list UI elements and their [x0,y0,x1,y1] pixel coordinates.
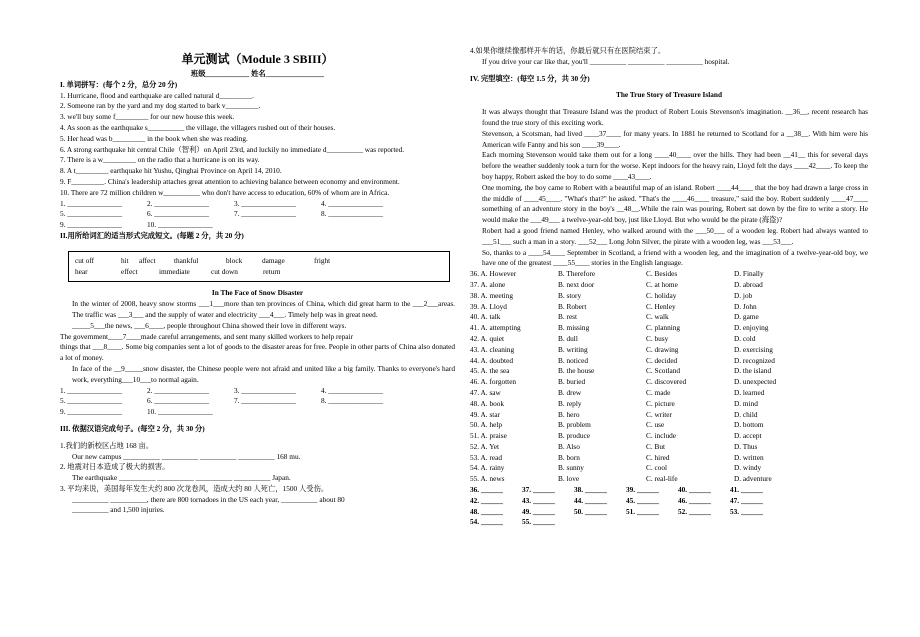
option-row [470,463,868,474]
answer-blank-row [60,220,455,231]
story-paragraph: The government____7____made careful arrangements, and sent many skilled workers to help repair [60,331,353,341]
option-row [470,356,868,367]
option[interactable]: C. drawing [646,344,679,354]
answer-blank[interactable]: 39. ______ [626,485,659,495]
option[interactable]: 50. A. help [470,420,503,430]
option[interactable]: 44. A. doubted [470,355,513,365]
answer-blank[interactable]: 43. ______ [522,495,555,505]
section-1-heading: I. 单词拼写：(每个 2 分，总分 20 分) [60,79,178,89]
option[interactable]: 45. A. the sea [470,366,510,376]
answer-blank[interactable]: 6. _______________ [147,209,210,219]
answer-blank[interactable]: 10. _______________ [147,220,213,230]
answer-blank[interactable]: 2. _______________ [147,385,210,395]
story-paragraph: things that ___8____. Some big companies sent a lot of goods to the disaster areas for free. People in other parts of China also donated a lot of money. [60,342,455,363]
option[interactable]: 49. A. star [470,409,500,419]
translation-answer[interactable]: __________ __________, there are 800 tornadoes in the US each year, __________ about 80 [72,494,345,504]
answer-blank-row [60,407,455,418]
answer-blank[interactable]: 2. _______________ [147,198,210,208]
translation-answer[interactable]: If you drive your car like that, you'll __________ __________ __________ hospital. [482,56,730,66]
section-2-heading: II.用所给词汇的适当形式完成短文。(每题 2 分，共 20 分) [60,230,244,240]
option[interactable]: B. writing [558,344,588,354]
answer-blank-row [60,396,455,407]
translation-prompt: 2. 地震对日本造成了极大的损害。 [60,462,170,472]
word: damage [262,255,285,265]
answer-blank[interactable]: 54. ______ [470,517,503,527]
answer-blank[interactable]: 41. ______ [730,485,763,495]
option[interactable]: C. But [646,441,666,451]
option[interactable]: D. unexpected [734,377,777,387]
word: hit [121,255,129,265]
option[interactable]: B. Therefore [558,269,596,279]
option-row [470,345,868,356]
question-item: 1. Hurricane, flood and earthquake are called natural d_________. [60,90,254,100]
option[interactable]: D. recognized [734,355,775,365]
option[interactable]: D. enjoying [734,323,769,333]
option[interactable]: 41. A. attempting [470,323,521,333]
word-box [68,251,450,283]
option[interactable]: B. missing [558,323,590,333]
option[interactable]: 39. A. Lloyd [470,301,507,311]
option[interactable]: D. mind [734,398,758,408]
question-item: 2. Someone ran by the yard and my dog started to bark v_________. [60,101,261,111]
answer-blank[interactable]: 3. _______________ [234,198,297,208]
answer-blank[interactable]: 38. ______ [574,485,607,495]
question-item: 3. we'll buy some f_________ for our new house this week. [60,112,235,122]
class-name-line: 班级____________ 姓名________________ [190,69,325,78]
option[interactable]: B. Also [558,441,580,451]
option-row [470,431,868,442]
answer-blank[interactable]: 9. _______________ [60,407,123,417]
answer-blank[interactable]: 5. _______________ [60,396,123,406]
answer-row [470,485,868,496]
option[interactable]: B. rest [558,312,578,322]
option[interactable]: 52. A. Yet [470,441,499,451]
options-list [470,269,868,485]
option-row [470,410,868,421]
option[interactable]: D. child [734,409,758,419]
option[interactable]: C. cool [646,463,668,473]
option-row [470,399,868,410]
translation-answer[interactable]: Our new campus __________ __________ __________ __________ 168 mu. [72,451,301,461]
option[interactable]: D. learned [734,387,765,397]
option[interactable]: B. Robert [558,301,587,311]
left-column [60,0,455,516]
answer-blank[interactable]: 44. ______ [574,495,607,505]
option-row [470,291,868,302]
answer-blank[interactable]: 6. _______________ [147,396,210,406]
option-row [470,377,868,388]
option[interactable]: D. adventure [734,474,772,484]
story-paragraph: In the winter of 2008, heavy snow storms ___1___more than ten provinces of China, which did great harm to the ___2___areas. The traffic was ___3___ and the supply of water and electricity ___4___. Timely help was in great need. [72,299,455,319]
option-row [470,366,868,377]
option[interactable]: C. hired [646,452,670,462]
answer-blank[interactable]: 4. _______________ [321,385,384,395]
story-paragraph: So, thanks to a ____54____ September in Scotland, a friend with a wooden leg, and the imagination of a twelve-year-old boy, we have one of the greatest ____55____ stories in the English language. [482,247,868,268]
option[interactable]: D. exercising [734,344,773,354]
option-row [470,420,868,431]
answer-blank[interactable]: 1. _______________ [60,385,123,395]
option[interactable]: B. drew [558,387,582,397]
option[interactable]: B. love [558,474,580,484]
translation-answer[interactable]: __________ and 1,500 injuries. [72,505,165,515]
answer-blank[interactable]: 47. ______ [730,495,763,505]
option-row [470,442,868,453]
answer-blank[interactable]: 3. _______________ [234,385,297,395]
option[interactable]: B. produce [558,431,591,441]
answer-blank[interactable]: 46. ______ [678,495,711,505]
answer-blank[interactable]: 36. ______ [470,485,503,495]
answer-blank-row [60,209,455,220]
option[interactable]: B. problem [558,420,591,430]
word: effect [121,266,138,276]
option[interactable]: C. picture [646,398,675,408]
option-row [470,280,868,291]
option[interactable]: 54. A. rainy [470,463,505,473]
option[interactable]: C. walk [646,312,669,322]
story-title: The True Story of Treasure Island [615,90,723,100]
translation-answer[interactable]: The earthquake __________ __________ __________ __________ Japan. [72,473,291,483]
story-paragraph: In face of the __9_____snow disaster, the Chinese people were not afraid and united like a big family. Thanks to everyone's hard work, everything___10___to normal again. [72,363,455,384]
option[interactable]: D. written [734,452,764,462]
option[interactable]: C. real-life [646,474,678,484]
option[interactable]: D. abroad [734,279,763,289]
answer-blank[interactable]: 48. ______ [470,506,503,516]
translation-prompt: 1.我们的新校区占地 168 亩。 [60,440,154,450]
option[interactable]: D. bottom [734,420,764,430]
option-row [470,388,868,399]
answer-blank[interactable]: 40. ______ [678,485,711,495]
option-row [470,323,868,334]
option[interactable]: 47. A. saw [470,387,501,397]
section-4-heading: IV. 完型填空：(每空 1.5 分，共 30 分) [470,73,590,83]
option[interactable]: C. use [646,420,665,430]
option[interactable]: C. Scotland [646,366,681,376]
story-paragraph: It was always thought that Treasure Island was the product of Robert Louis Stevenson's imagination. __36__, recent research has found the true story of this exciting work. [482,107,868,127]
option[interactable]: D. windy [734,463,762,473]
option[interactable]: B. the house [558,366,595,376]
question-item: 5. Her head was b_________ in the book when she was reading. [60,133,248,143]
word: thankful [174,255,199,265]
word: cut down [211,266,238,276]
option[interactable]: B. dull [558,333,578,343]
right-column [470,0,868,528]
answer-blank[interactable]: 52. ______ [678,506,711,516]
answer-blank[interactable]: 55. ______ [522,517,555,527]
option[interactable]: 55. A. news [470,474,505,484]
option[interactable]: D. Thus [734,441,758,451]
answer-row [470,496,868,507]
option[interactable]: B. noticed [558,355,588,365]
option[interactable]: 42. A. quiet [470,333,505,343]
option[interactable]: C. made [646,387,671,397]
translation-prompt: 3. 平均来说，美国每年发生大约 800 次龙卷风，造成大约 80 人死亡，1500 人受伤。 [60,483,329,493]
option[interactable]: C. planning [646,323,681,333]
option[interactable]: C. writer [646,409,672,419]
option[interactable]: C. at home [646,279,678,289]
option-row [470,453,868,464]
word: fright [314,255,331,265]
option[interactable]: B. hero [558,409,580,419]
option[interactable]: 46. A. forgotten [470,377,517,387]
option[interactable]: D. Finally [734,269,764,279]
question-item: 7. There is a w_________ on the radio that a hurricane is on its way. [60,155,260,165]
answer-blank-row [60,199,455,210]
answer-blank[interactable]: 8. _______________ [321,209,384,219]
word: affect [139,255,156,265]
answer-blank[interactable]: 37. ______ [522,485,555,495]
option[interactable]: D. job [734,290,753,300]
answer-row [470,517,868,528]
option-row [470,334,868,345]
translation-prompt: 4.如果你继续像那样开车的话，你最后就只有在医院结束了。 [470,46,666,55]
option[interactable]: C. discovered [646,377,687,387]
answer-blank[interactable]: 8. _______________ [321,396,384,406]
answer-blank[interactable]: 45. ______ [626,495,659,505]
question-item: 6. A strong earthquake hit central Chile（智利）on April 23rd, and luckily no immediate d__________ was reported. [60,144,405,154]
story-paragraph: Stevenson, a Scotsman, had lived ____37____ for many years. In 1881 he returned to Scotland for a __38__. With him were his American wife Fanny and his son ____39____. [482,128,868,149]
option-row [470,302,868,313]
answer-blank[interactable]: 51. ______ [626,506,659,516]
word-row [75,256,443,267]
story-title: In The Face of Snow Disaster [211,288,304,298]
answer-blank-row [60,386,455,397]
answer-blank[interactable]: 7. _______________ [234,209,297,219]
question-item: 9. F_________. China's leadership attaches great attention to achieving balance between economy and environment. [60,176,400,186]
option[interactable]: 48. A. book [470,398,505,408]
word: return [263,266,281,276]
section-1-items [60,91,455,199]
story-paragraph: Each morning Stevenson would take them out for a long ____40____ over the hills. They had been __41__ this for several days before the weather suddenly took a turn for the worse. Kept indoors for the heavy rain, Lloyd felt the days ____42____. To keep the boy happy, Robert asked the boy to do some ____43____. [482,150,868,181]
question-item: 8. A t_________ earthquake hit Yushu, Qinghai Province on April 14, 2010. [60,166,282,176]
answer-blank[interactable]: 7. _______________ [234,396,297,406]
option[interactable]: C. holiday [646,290,677,300]
word-row [75,267,443,278]
option[interactable]: D. game [734,312,759,322]
story-paragraph: One morning, the boy came to Robert with a beautiful map of an island. Robert ____44____ that the boy had drawn a large cross in the middle of ____45____. "What's that?" he asked. "That's the ____46____ treasure," said the boy. Robert suddenly ____47____ something of an adventure story in the boy's __48__.While the rain was pouring, Robert sat down by the fire to write a story. He would make the ___49___ a twelve-year-old boy, just like Lloyd. But who would be the pirate (海盗)? [482,182,868,225]
option[interactable]: C. Henley [646,301,676,311]
page-title: 单元测试（Module 3 SBIII） [181,52,334,66]
word: hear [75,266,88,276]
story-paragraph: Robert had a good friend named Henley, who walked around with the ___50___ of a wooden leg. Robert had always wanted to ___51___ such a man in a story. ___52___ Long John Silver, the pirate with a wooden leg, was ___53___. [482,225,868,246]
option[interactable]: 38. A. meeting [470,290,513,300]
question-item: 4. As soon as the earthquake s__________ the village, the villagers rushed out of their houses. [60,122,336,132]
option[interactable]: C. include [646,431,676,441]
option[interactable]: 53. A. read [470,452,503,462]
option[interactable]: B. born [558,452,580,462]
answer-blank[interactable]: 4. _______________ [321,198,384,208]
answer-blank[interactable]: 53. ______ [730,506,763,516]
section-3-heading: III. 依据汉语完成句子。(每空 2 分，共 30 分) [60,423,205,433]
option[interactable]: 36. A. However [470,269,517,279]
option[interactable]: D. the island [734,366,772,376]
answer-blank[interactable]: 50. ______ [574,506,607,516]
option[interactable]: 40. A. talk [470,312,501,322]
option[interactable]: B. buried [558,377,586,387]
question-item: 10. There are 72 million children w__________ who don't have access to education, 60% of whom are in Africa. [60,187,390,197]
option[interactable]: D. accept [734,431,762,441]
option[interactable]: C. busy [646,333,669,343]
answer-blank[interactable]: 5. _______________ [60,209,123,219]
option[interactable]: D. cold [734,333,756,343]
option[interactable]: 51. A. praise [470,431,507,441]
option[interactable]: B. reply [558,398,582,408]
option[interactable]: 43. A. cleaning [470,344,515,354]
option-row [470,312,868,323]
option-row [470,474,868,485]
option-row [470,269,868,280]
answer-blank[interactable]: 10. _______________ [147,407,213,417]
option[interactable]: D. John [734,301,757,311]
answer-row [470,507,868,518]
answer-blank[interactable]: 49. ______ [522,506,555,516]
story-paragraph: _____5___the news, ___6____, people throughout China showed their love in different ways. [72,320,347,330]
word: immediate [159,266,190,276]
option[interactable]: C. decided [646,355,678,365]
word: block [226,255,243,265]
answer-blank[interactable]: 42. ______ [470,495,503,505]
option[interactable]: B. sunny [558,463,584,473]
option[interactable]: B. story [558,290,582,300]
answer-blank[interactable]: 9. _______________ [60,220,123,230]
word: cut off [75,255,95,265]
option[interactable]: B. next door [558,279,595,289]
answer-blank[interactable]: 1. _______________ [60,198,123,208]
option[interactable]: 37. A. alone [470,279,506,289]
option[interactable]: C. Besides [646,269,678,279]
